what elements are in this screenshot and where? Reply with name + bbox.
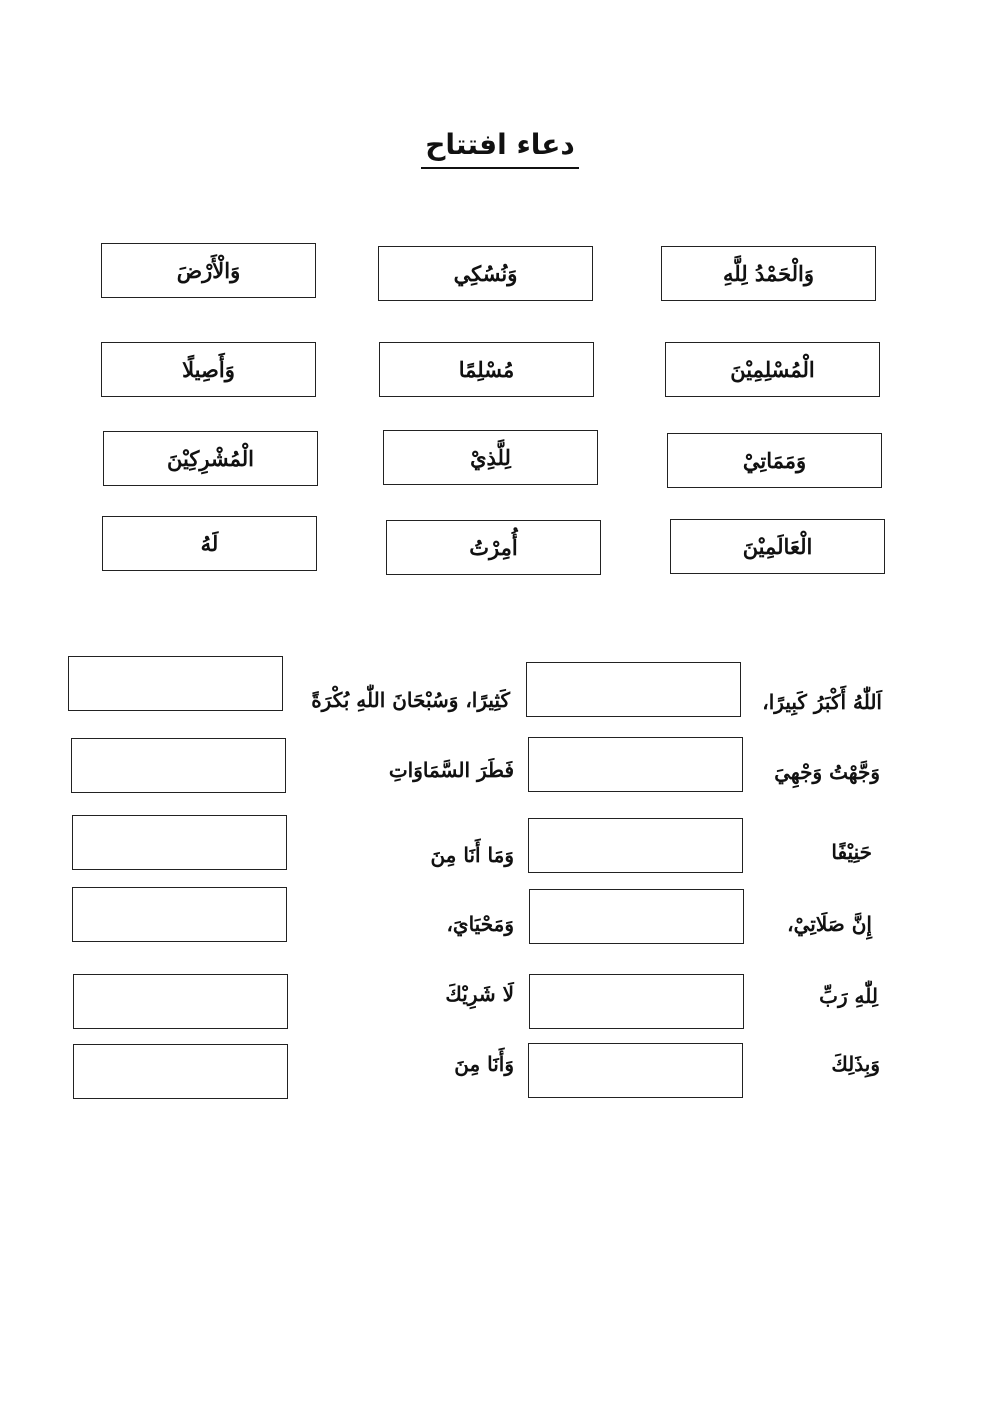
word-card[interactable]: أُمِرْتُ (386, 520, 601, 575)
word-card[interactable]: وَأَصِيلًا (101, 342, 316, 397)
page-title: دعاء افتتاح (300, 128, 700, 169)
answer-drop-box[interactable] (73, 1044, 288, 1099)
word-card[interactable]: وَمَمَاتِيْ (667, 433, 882, 488)
answer-drop-box[interactable] (72, 815, 287, 870)
word-card[interactable]: الْمُسْلِمِيْنَ (665, 342, 880, 397)
sentence-start: وَجَّهْتُ وَجْهِيَ (774, 760, 880, 784)
word-card[interactable]: مُسْلِمًا (379, 342, 594, 397)
sentence-start: لِلّٰهِ رَبِّ (819, 984, 878, 1008)
sentence-middle: وَمَا أَنَا مِنَ (430, 843, 514, 867)
answer-drop-box[interactable] (528, 1043, 743, 1098)
sentence-middle: وَمَحْيَايَ، (446, 912, 514, 936)
sentence-start: وَبِذَلِكَ (831, 1052, 880, 1076)
word-card[interactable]: وَالْأَرْضَ (101, 243, 316, 298)
sentence-middle: وَأَنَا مِنَ (454, 1052, 514, 1076)
sentence-start: إِنَّ صَلَاتِيْ، (787, 912, 872, 936)
word-card[interactable]: الْمُشْرِكِيْنَ (103, 431, 318, 486)
answer-drop-box[interactable] (72, 887, 287, 942)
sentence-middle: فَطَرَ السَّمَاوَاتِ (388, 758, 514, 782)
answer-drop-box[interactable] (73, 974, 288, 1029)
sentence-middle: كَثِيرًا، وَسُبْحَانَ اللّٰهِ بُكْرَةً (311, 688, 510, 712)
answer-drop-box[interactable] (68, 656, 283, 711)
answer-drop-box[interactable] (529, 974, 744, 1029)
answer-drop-box[interactable] (526, 662, 741, 717)
answer-drop-box[interactable] (529, 889, 744, 944)
answer-drop-box[interactable] (71, 738, 286, 793)
word-card[interactable]: لَهُ (102, 516, 317, 571)
sentence-start: حَنِيْفًا (831, 840, 872, 864)
sentence-start: اَللّٰهُ أَكْبَرُ كَبِيرًا، (762, 690, 882, 714)
word-card[interactable]: الْعَالَمِيْنَ (670, 519, 885, 574)
sentence-middle: لَا شَرِيْكَ (445, 982, 514, 1006)
word-card[interactable]: وَالْحَمْدُ لِلَّهِ (661, 246, 876, 301)
word-card[interactable]: لِلَّذِيْ (383, 430, 598, 485)
answer-drop-box[interactable] (528, 737, 743, 792)
word-card[interactable]: وَنُسُكِي (378, 246, 593, 301)
answer-drop-box[interactable] (528, 818, 743, 873)
